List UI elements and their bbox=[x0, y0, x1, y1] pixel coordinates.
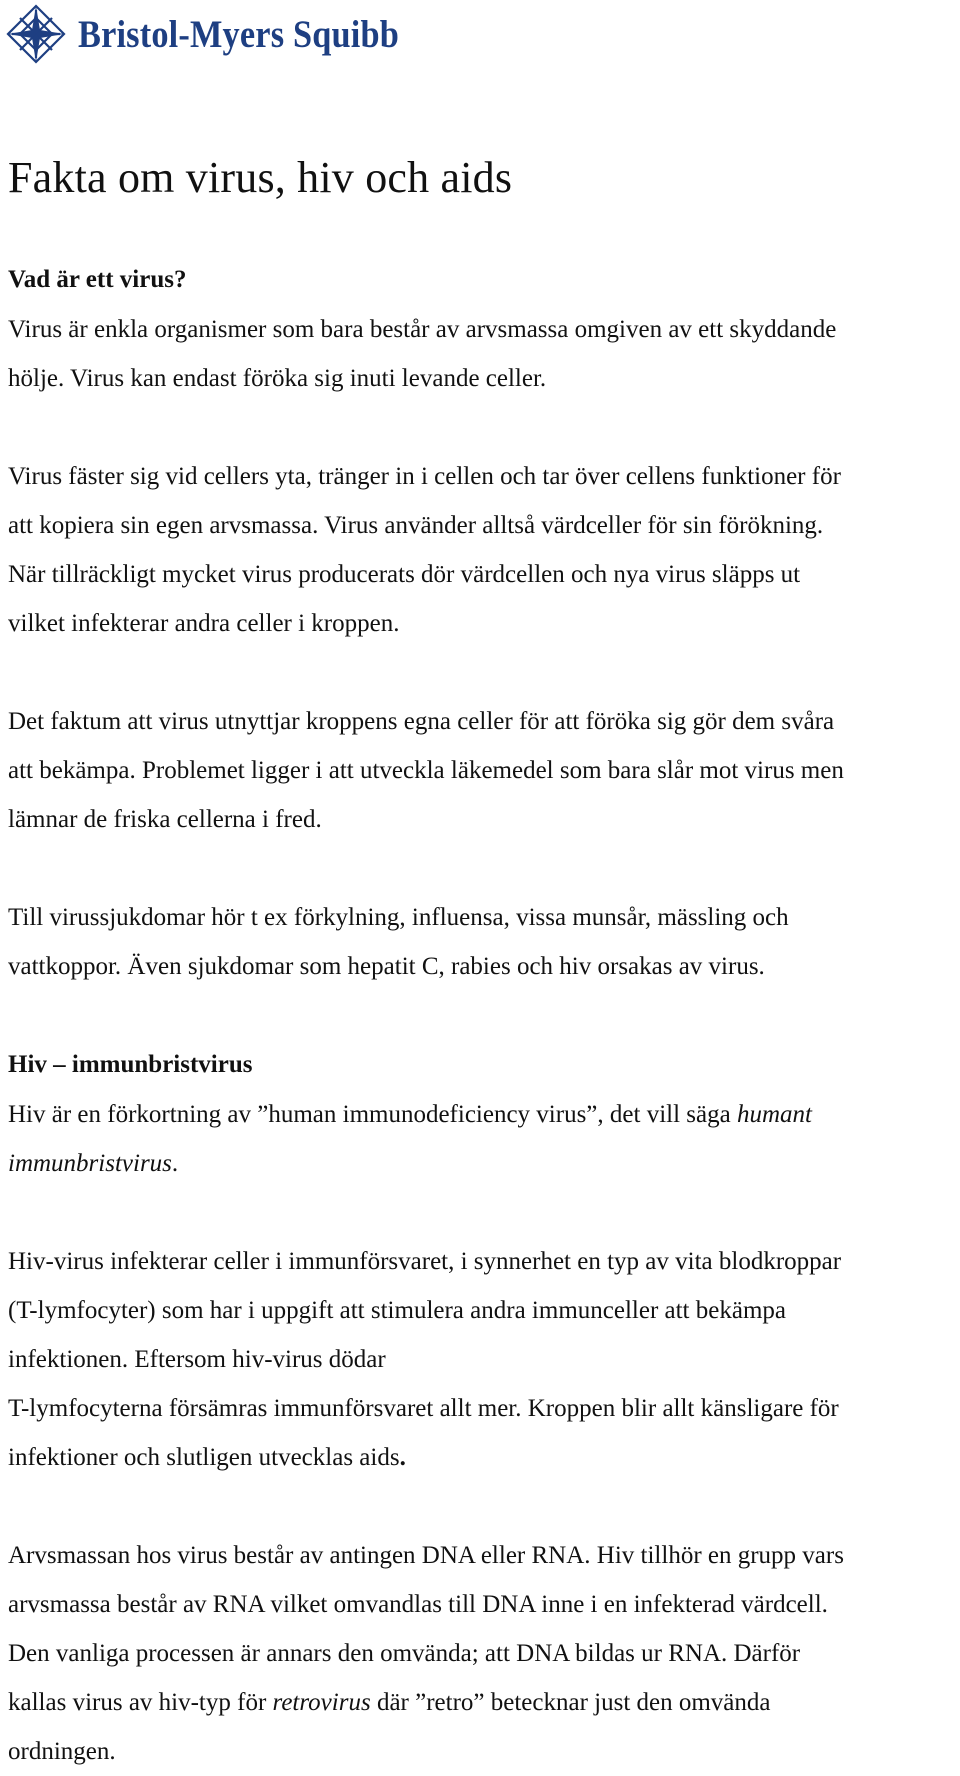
text-run: . bbox=[171, 1150, 179, 1177]
paragraph-line: Det faktum att virus utnyttjar kroppens egna celler för att föröka sig gör dem svåra bbox=[8, 708, 835, 735]
paragraph-line: Den vanliga processen är annars den omvända; att DNA bildas ur RNA. Därför bbox=[8, 1640, 801, 1667]
paragraph-line: infektionen. Eftersom hiv-virus dödar bbox=[8, 1346, 386, 1373]
text-run: Hiv är en förkortning av ”human immunodeficiency virus”, det vill säga bbox=[8, 1101, 737, 1128]
section-heading-virus: Vad är ett virus? bbox=[8, 266, 187, 293]
paragraph-line: Till virussjukdomar hör t ex förkylning, influensa, vissa munsår, mässling och bbox=[8, 904, 789, 931]
brand-header bbox=[6, 4, 443, 64]
paragraph-line bbox=[8, 1433, 948, 1482]
italic-term: retrovirus bbox=[272, 1689, 371, 1716]
paragraph-line: När tillräckligt mycket virus producerats dör värdcellen och nya virus släpps ut bbox=[8, 561, 801, 588]
paragraph-line bbox=[8, 1678, 948, 1727]
paragraph-line: Virus är enkla organismer som bara består av arvsmassa omgiven av ett skyddande bbox=[8, 316, 837, 343]
paragraph-line: T-lymfocyterna försämras immunförsvaret allt mer. Kroppen blir allt känsligare för bbox=[8, 1395, 839, 1422]
paragraph-line: Hiv-virus infekterar celler i immunförsvaret, i synnerhet en typ av vita blodkroppar bbox=[8, 1248, 842, 1275]
document-body bbox=[8, 150, 948, 1776]
paragraph-line: (T-lymfocyter) som har i uppgift att stimulera andra immunceller att bekämpa bbox=[8, 1297, 786, 1324]
bms-star-logo-icon bbox=[6, 4, 66, 64]
section-heading-hiv: Hiv – immunbristvirus bbox=[8, 1051, 253, 1078]
text-run: kallas virus av hiv-typ för bbox=[8, 1689, 273, 1716]
paragraph-line: vattkoppor. Även sjukdomar som hepatit C, rabies och hiv orsakas av virus. bbox=[8, 953, 765, 980]
paragraph-line bbox=[8, 1090, 948, 1139]
paragraph-line bbox=[8, 1139, 948, 1188]
paragraph-line: att bekämpa. Problemet ligger i att utveckla läkemedel som bara slår mot virus men bbox=[8, 757, 844, 784]
paragraph-line: hölje. Virus kan endast föröka sig inuti levande celler. bbox=[8, 365, 547, 392]
text-run: där ”retro” betecknar just den omvända bbox=[370, 1689, 771, 1716]
paragraph-line: att kopiera sin egen arvsmassa. Virus använder alltså värdceller för sin förökning. bbox=[8, 512, 824, 539]
paragraph-line: arvsmassa består av RNA vilket omvandlas till DNA inne i en infekterad värdcell. bbox=[8, 1591, 828, 1618]
paragraph-line: Virus fäster sig vid cellers yta, tränger in i cellen och tar över cellens funktioner för bbox=[8, 463, 841, 490]
paragraph-line: ordningen. bbox=[8, 1738, 116, 1765]
italic-term: immunbristvirus bbox=[8, 1150, 172, 1177]
bold-period: . bbox=[399, 1444, 406, 1471]
italic-term: humant bbox=[736, 1101, 812, 1128]
brand-name: Bristol-Myers Squibb bbox=[78, 12, 400, 56]
paragraph-line: Arvsmassan hos virus består av antingen DNA eller RNA. Hiv tillhör en grupp vars bbox=[8, 1542, 844, 1569]
paragraph-line: lämnar de friska cellerna i fred. bbox=[8, 806, 322, 833]
document-title: Fakta om virus, hiv och aids bbox=[8, 153, 513, 202]
paragraph-line: vilket infekterar andra celler i kroppen. bbox=[8, 610, 400, 637]
text-run: infektioner och slutligen utvecklas aids bbox=[8, 1444, 400, 1471]
